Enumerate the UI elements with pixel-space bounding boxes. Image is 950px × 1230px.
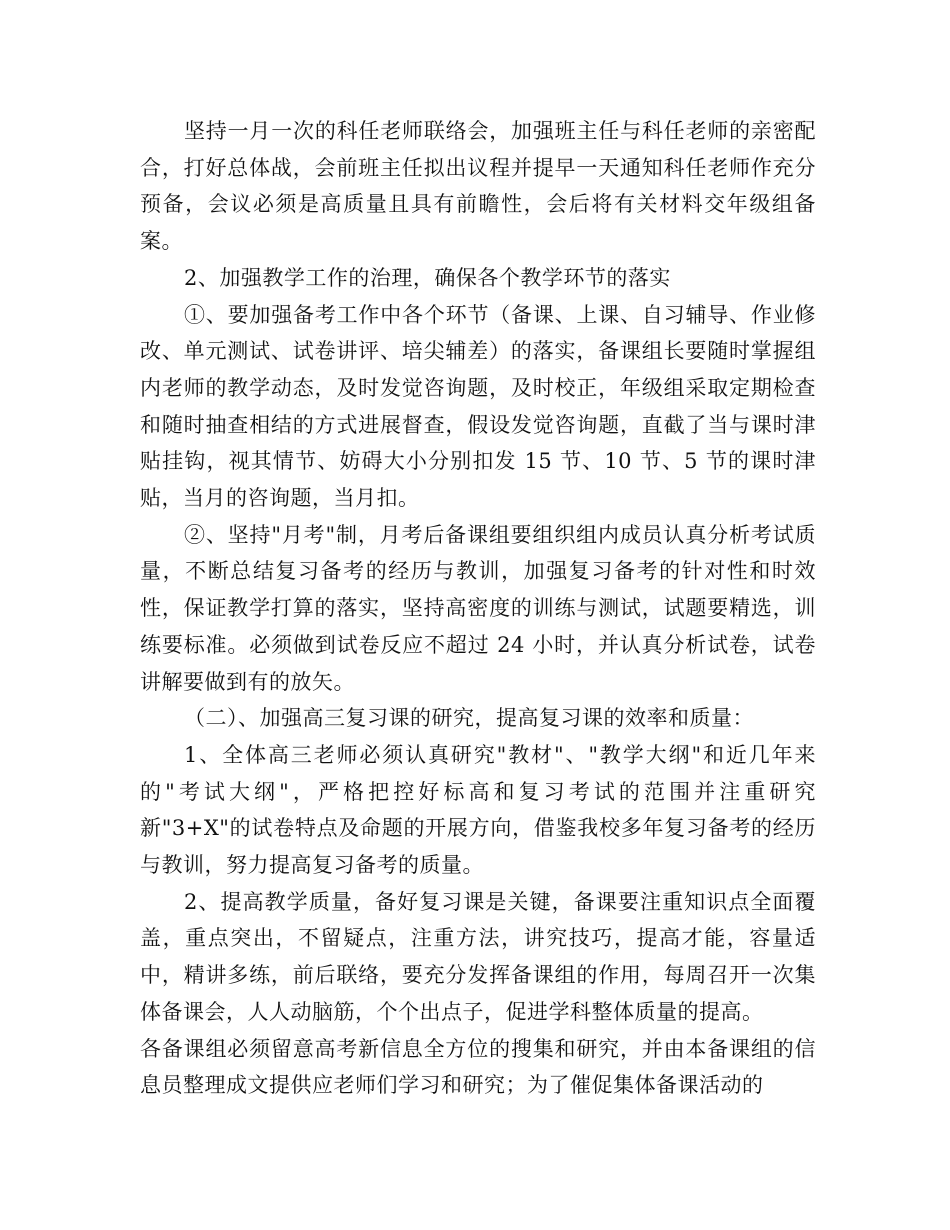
paragraph-new-information: 各备课组必须留意高考新信息全方位的搜集和研究，并由本备课组的信息员整理成文提供应老师们学习和研究；为了催促集体备课活动的	[140, 1036, 816, 1098]
paragraph-study-syllabus: 1、全体高三老师必须认真研究"教材"、"教学大纲"和近几年来的"考试大纲"，严格把控好标高和复习考试的范围并注重研究新"3+X"的试卷特点及命题的开展方向，借鉴我校多年复习备考的经历与教训，努力提高复习备考的质量。	[140, 742, 816, 878]
paragraph-teaching-quality: 2、提高教学质量，备好复习课是关键，备课要注重知识点全面覆盖，重点突出，不留疑点，注重方法，讲究技巧，提高才能，容量适中，精讲多练，前后联络，要充分发挥备课组的作用，每周召开一次集体备课会，人人动脑筋，个个出点子，促进学科整体质量的提高。	[140, 889, 816, 1024]
paragraph-exam-prep-steps: ①、要加强备考工作中各个环节（备课、上课、自习辅导、作业修改、单元测试、试卷讲评、培尖辅差）的落实，备课组长要随时掌握组内老师的教学动态，及时发觉咨询题，及时校正，年级组采取定期检查和随时抽查相结的方式进展督查，假设发觉咨询题，直截了当与课时津贴挂钩，视其情节、妨碍大小分别扣发 15 节、10 节、5 节的课时津贴，当月的咨询题，当月扣。	[140, 302, 816, 511]
heading-review-class-research: （二）、加强高三复习课的研究，提高复习课的效率和质量：	[184, 706, 754, 731]
heading-teaching-management: 2、加强教学工作的治理，确保各个教学环节的落实	[184, 265, 671, 290]
document-body	[140, 113, 816, 1104]
paragraph-teacher-meeting: 坚持一月一次的科任老师联络会，加强班主任与科任老师的亲密配合，打好总体战，会前班主任拟出议程并提早一天通知科任老师作充分预备，会议必须是高质量且具有前瞻性，会后将有关材料交年级组备案。	[140, 119, 816, 254]
paragraph-monthly-exam: ②、坚持"月考"制，月考后备课组要组织组内成员认真分析考试质量，不断总结复习备考的经历与教训，加强复习备考的针对性和时效性，保证教学打算的落实，坚持高密度的训练与测试，试题要精选，训练要标准。必须做到试卷反应不超过 24 小时，并认真分析试卷，试卷讲解要做到有的放矢。	[140, 522, 816, 694]
